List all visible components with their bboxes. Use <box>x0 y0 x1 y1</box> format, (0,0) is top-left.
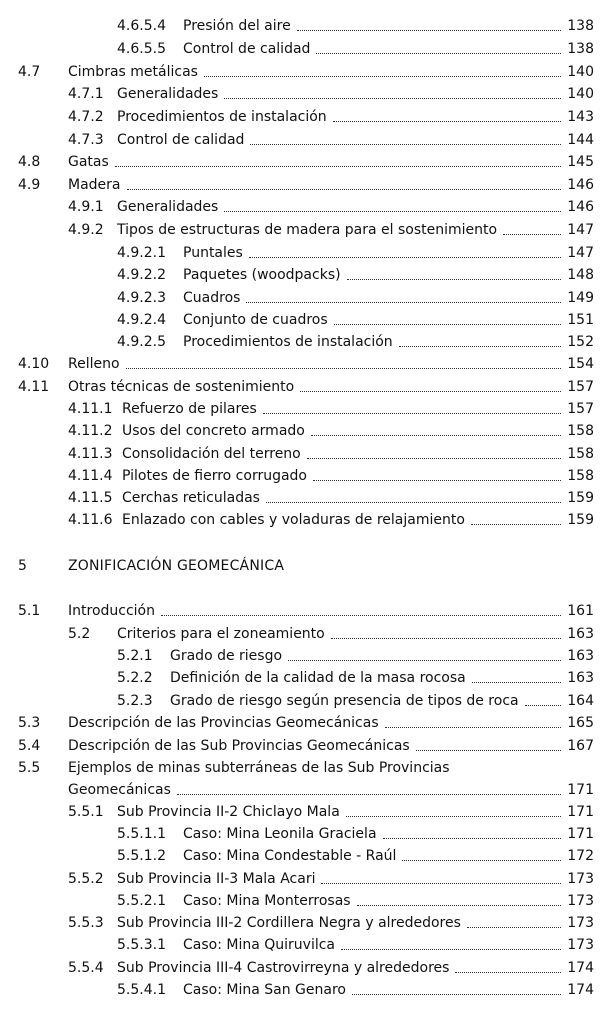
toc-entry-page: 145 <box>567 154 594 170</box>
toc-entry[interactable] <box>0 869 600 891</box>
toc-entry-page: 173 <box>567 937 594 953</box>
toc-entry-title: Control de calidad <box>183 41 311 57</box>
dot-leader <box>288 660 561 661</box>
toc-entry[interactable] <box>0 935 600 957</box>
toc-entry-title: Cerchas reticuladas <box>122 490 260 506</box>
toc-entry-number: 4.11.6 <box>68 512 113 528</box>
toc-entry-number: 4.6.5.5 <box>117 41 166 57</box>
toc-entry[interactable] <box>0 220 600 242</box>
toc-entry[interactable] <box>0 310 600 332</box>
toc-entry-page: 159 <box>567 512 594 528</box>
toc-entry[interactable] <box>0 243 600 265</box>
toc-entry-page: 159 <box>567 490 594 506</box>
dot-leader <box>357 905 561 906</box>
toc-entry-page: 140 <box>567 86 594 102</box>
toc-entry[interactable] <box>0 758 600 780</box>
toc-entry[interactable] <box>0 713 600 735</box>
dot-leader <box>249 257 561 258</box>
toc-entry-title: Relleno <box>68 356 120 372</box>
toc-entry-number: 4.7 <box>18 64 41 80</box>
toc-entry[interactable] <box>0 913 600 935</box>
toc-entry-title: Gatas <box>68 154 109 170</box>
toc-entry[interactable] <box>0 736 600 758</box>
dot-leader <box>126 368 561 369</box>
toc-entry[interactable] <box>0 84 600 106</box>
dot-leader <box>177 794 561 795</box>
toc-entry-title: Caso: Mina Monterrosas <box>183 893 351 909</box>
toc-entry-page: 140 <box>567 64 594 80</box>
toc-entry-page: 161 <box>567 603 594 619</box>
dot-leader <box>307 458 561 459</box>
toc-entry-title: Cimbras metálicas <box>68 64 198 80</box>
toc-entry-number: 5.5.1.1 <box>117 826 166 842</box>
toc-entry[interactable] <box>0 668 600 690</box>
toc-entry-number: 4.9.1 <box>68 199 104 215</box>
toc-entry-number: 5.5.2.1 <box>117 893 166 909</box>
toc-entry-title: Tipos de estructuras de madera para el sostenimiento <box>117 222 498 238</box>
toc-entry[interactable] <box>0 824 600 846</box>
toc-entry[interactable] <box>0 288 600 310</box>
dot-leader <box>455 972 561 973</box>
toc-entry-page: 171 <box>567 826 594 842</box>
toc-entry-title: Grado de riesgo según presencia de tipos de roca <box>170 693 519 709</box>
toc-entry-page: 146 <box>567 177 594 193</box>
dot-leader <box>383 838 561 839</box>
dot-leader <box>472 682 561 683</box>
toc-entry-title: Paquetes (woodpacks) <box>183 267 341 283</box>
toc-entry-number: 5.2 <box>68 626 91 642</box>
toc-entry-page: 173 <box>567 893 594 909</box>
toc-entry-title: Consolidación del terreno <box>122 446 301 462</box>
toc-entry[interactable] <box>0 175 600 197</box>
dot-leader <box>467 927 561 928</box>
toc-entry-page: 164 <box>567 693 594 709</box>
toc-entry-page: 171 <box>567 804 594 820</box>
dot-leader <box>266 502 561 503</box>
toc-entry-title: Refuerzo de pilares <box>122 401 257 417</box>
dot-leader <box>416 750 561 751</box>
toc-entry-title: Madera <box>68 177 121 193</box>
toc-entry[interactable] <box>0 466 600 488</box>
toc-entry-page: 171 <box>567 782 594 798</box>
toc-entry-title: Definición de la calidad de la masa rocosa <box>170 670 466 686</box>
toc-entry-title: Pilotes de fierro corrugado <box>122 468 308 484</box>
toc-entry-number: 4.9.2.5 <box>117 334 166 350</box>
toc-entry-page: 163 <box>567 670 594 686</box>
toc-entry[interactable] <box>0 691 600 713</box>
toc-entry-title: Usos del concreto armado <box>122 423 305 439</box>
toc-entry-page: 146 <box>567 199 594 215</box>
toc-entry-page: 149 <box>567 290 594 306</box>
toc-entry-number: 4.9.2.2 <box>117 267 166 283</box>
toc-entry-number: 5.5.3.1 <box>117 937 166 953</box>
toc-entry[interactable] <box>0 197 600 219</box>
toc-entry-title: Descripción de las Sub Provincias Geomecánicas <box>68 738 410 754</box>
toc-entry-title: Puntales <box>183 245 243 261</box>
toc-entry-number: 4.11.2 <box>68 423 113 439</box>
toc-entry-number: 4.10 <box>18 356 50 372</box>
toc-entry-number: 5.2.2 <box>117 670 153 686</box>
toc-entry-page: 157 <box>567 401 594 417</box>
toc-entry-page: 165 <box>567 715 594 731</box>
toc-entry[interactable] <box>0 265 600 287</box>
toc-entry-page: 154 <box>567 356 594 372</box>
dot-leader <box>204 76 561 77</box>
toc-entry-number: 5.2.1 <box>117 648 153 664</box>
toc-entry[interactable] <box>0 958 600 980</box>
toc-entry-page: 138 <box>567 41 594 57</box>
toc-entry-number: 5.5 <box>18 760 41 776</box>
dot-leader <box>346 816 561 817</box>
toc-entry-page: 143 <box>567 109 594 125</box>
toc-entry-title: Enlazado con cables y voladuras de relajamiento <box>122 512 465 528</box>
toc-entry-title: Caso: Mina San Genaro <box>183 982 346 998</box>
dot-leader <box>352 994 561 995</box>
toc-entry[interactable] <box>0 399 600 421</box>
toc-entry-title: Otras técnicas de sostenimiento <box>68 379 295 395</box>
toc-entry-number: 5.5.4 <box>68 960 104 976</box>
toc-entry-title: Control de calidad <box>117 132 245 148</box>
toc-entry-number: 5.5.1 <box>68 804 104 820</box>
chapter-heading <box>0 556 600 578</box>
toc-entry-number: 5.3 <box>18 715 41 731</box>
dot-leader <box>402 860 561 861</box>
toc-entry-title: Introducción <box>68 603 155 619</box>
toc-entry[interactable] <box>0 510 600 532</box>
toc-entry-page: 158 <box>567 446 594 462</box>
toc-entry-title: Caso: Mina Quiruvilca <box>183 937 336 953</box>
toc-entry-title: Caso: Mina Leonila Graciela <box>183 826 377 842</box>
dot-leader <box>224 211 561 212</box>
dot-leader <box>334 324 561 325</box>
toc-entry[interactable] <box>0 846 600 868</box>
dot-leader <box>399 346 561 347</box>
toc-entry[interactable] <box>0 377 600 399</box>
dot-leader <box>224 98 561 99</box>
toc-entry-page: 157 <box>567 379 594 395</box>
toc-entry[interactable] <box>0 16 600 38</box>
toc-entry-title: Sub Provincia III-4 Castrovirreyna y alrededores <box>117 960 450 976</box>
toc-entry-page: 151 <box>567 312 594 328</box>
dot-leader <box>161 615 561 616</box>
toc-entry-number: 4.6.5.4 <box>117 18 166 34</box>
toc-entry[interactable] <box>0 354 600 376</box>
toc-entry-title: Procedimientos de instalación <box>183 334 393 350</box>
toc-entry-number: 4.7.1 <box>68 86 104 102</box>
dot-leader <box>297 30 561 31</box>
toc-entry-number: 5.5.3 <box>68 915 104 931</box>
toc-entry-title: Ejemplos de minas subterráneas de las Sub Provincias <box>68 760 450 776</box>
dot-leader <box>263 413 561 414</box>
toc-entry-title: Generalidades <box>117 86 219 102</box>
toc-entry[interactable] <box>0 130 600 152</box>
toc-entry-page: 167 <box>567 738 594 754</box>
dot-leader <box>333 121 561 122</box>
toc-entry[interactable] <box>0 780 600 802</box>
toc-entry-page: 163 <box>567 648 594 664</box>
toc-entry-number: 5.5.4.1 <box>117 982 166 998</box>
dot-leader <box>525 705 561 706</box>
toc-entry-number: 4.9.2 <box>68 222 104 238</box>
toc-entry-title: Caso: Mina Condestable - Raúl <box>183 848 397 864</box>
dot-leader <box>385 727 561 728</box>
toc-entry-page: 174 <box>567 982 594 998</box>
toc-entry-title: Sub Provincia II-3 Mala Acari <box>117 871 316 887</box>
toc-entry-page: 174 <box>567 960 594 976</box>
dot-leader <box>471 524 561 525</box>
toc-entry-title: Procedimientos de instalación <box>117 109 327 125</box>
toc-entry-number: 4.9.2.4 <box>117 312 166 328</box>
toc-entry-page: 144 <box>567 132 594 148</box>
toc-entry[interactable] <box>0 421 600 443</box>
toc-entry[interactable] <box>0 624 600 646</box>
toc-entry-page: 163 <box>567 626 594 642</box>
dot-leader <box>321 883 561 884</box>
toc-entry[interactable] <box>0 646 600 668</box>
toc-entry-page: 147 <box>567 245 594 261</box>
toc-entry-page: 147 <box>567 222 594 238</box>
toc-entry-title: Geomecánicas <box>68 782 171 798</box>
toc-entry[interactable] <box>0 107 600 129</box>
dot-leader <box>331 638 561 639</box>
toc-entry-page: 173 <box>567 915 594 931</box>
toc-entry-page: 158 <box>567 468 594 484</box>
toc-entry-page: 138 <box>567 18 594 34</box>
toc-entry-number: 4.8 <box>18 154 41 170</box>
toc-entry-number: 4.11.3 <box>68 446 113 462</box>
toc-entry-number: 4.11.4 <box>68 468 113 484</box>
toc-entry[interactable] <box>0 980 600 1002</box>
dot-leader <box>250 144 561 145</box>
toc-entry-number: 5.1 <box>18 603 41 619</box>
toc-entry-page: 173 <box>567 871 594 887</box>
toc-entry[interactable] <box>0 332 600 354</box>
toc-entry-number: 4.9 <box>18 177 41 193</box>
toc-entry-title: Cuadros <box>183 290 241 306</box>
toc-entry-number: 5.2.3 <box>117 693 153 709</box>
toc-entry-number: 5.4 <box>18 738 41 754</box>
toc-entry-number: 4.9.2.1 <box>117 245 166 261</box>
toc-entry-title: Descripción de las Provincias Geomecánicas <box>68 715 379 731</box>
toc-entry-title: Presión del aire <box>183 18 291 34</box>
toc-entry-page: 152 <box>567 334 594 350</box>
toc-entry-number: 4.9.2.3 <box>117 290 166 306</box>
dot-leader <box>127 189 561 190</box>
dot-leader <box>341 949 561 950</box>
toc-entry-page: 172 <box>567 848 594 864</box>
toc-entry-title: Conjunto de cuadros <box>183 312 328 328</box>
dot-leader <box>503 234 561 235</box>
toc-entry-title: Generalidades <box>117 199 219 215</box>
toc-entry-title: Sub Provincia III-2 Cordillera Negra y alrededores <box>117 915 461 931</box>
toc-entry-number: 5.5.2 <box>68 871 104 887</box>
toc-entry[interactable] <box>0 444 600 466</box>
dot-leader <box>115 166 561 167</box>
dot-leader <box>246 302 561 303</box>
toc-entry-title: Criterios para el zoneamiento <box>117 626 325 642</box>
toc-entry-number: 4.7.2 <box>68 109 104 125</box>
toc-entry-title: Sub Provincia II-2 Chiclayo Mala <box>117 804 340 820</box>
toc-entry-title: Grado de riesgo <box>170 648 283 664</box>
dot-leader <box>316 53 561 54</box>
toc-entry-number: 5.5.1.2 <box>117 848 166 864</box>
toc-entry[interactable] <box>0 488 600 510</box>
toc-entry[interactable] <box>0 601 600 623</box>
toc-entry-page: 158 <box>567 423 594 439</box>
toc-entry-number: 4.11 <box>18 379 50 395</box>
dot-leader <box>311 435 561 436</box>
dot-leader <box>300 391 561 392</box>
toc-entry[interactable] <box>0 891 600 913</box>
chapter-number: 5 <box>18 558 28 574</box>
chapter-title: ZONIFICACIÓN GEOMECÁNICA <box>68 558 285 574</box>
toc-entry-page: 148 <box>567 267 594 283</box>
toc-entry-number: 4.11.1 <box>68 401 113 417</box>
toc-entry[interactable] <box>0 152 600 174</box>
toc-entry-number: 4.11.5 <box>68 490 113 506</box>
toc-entry-number: 4.7.3 <box>68 132 104 148</box>
toc-entry[interactable] <box>0 62 600 84</box>
dot-leader <box>313 480 561 481</box>
dot-leader <box>347 279 561 280</box>
toc-entry[interactable] <box>0 802 600 824</box>
toc-entry[interactable] <box>0 39 600 61</box>
